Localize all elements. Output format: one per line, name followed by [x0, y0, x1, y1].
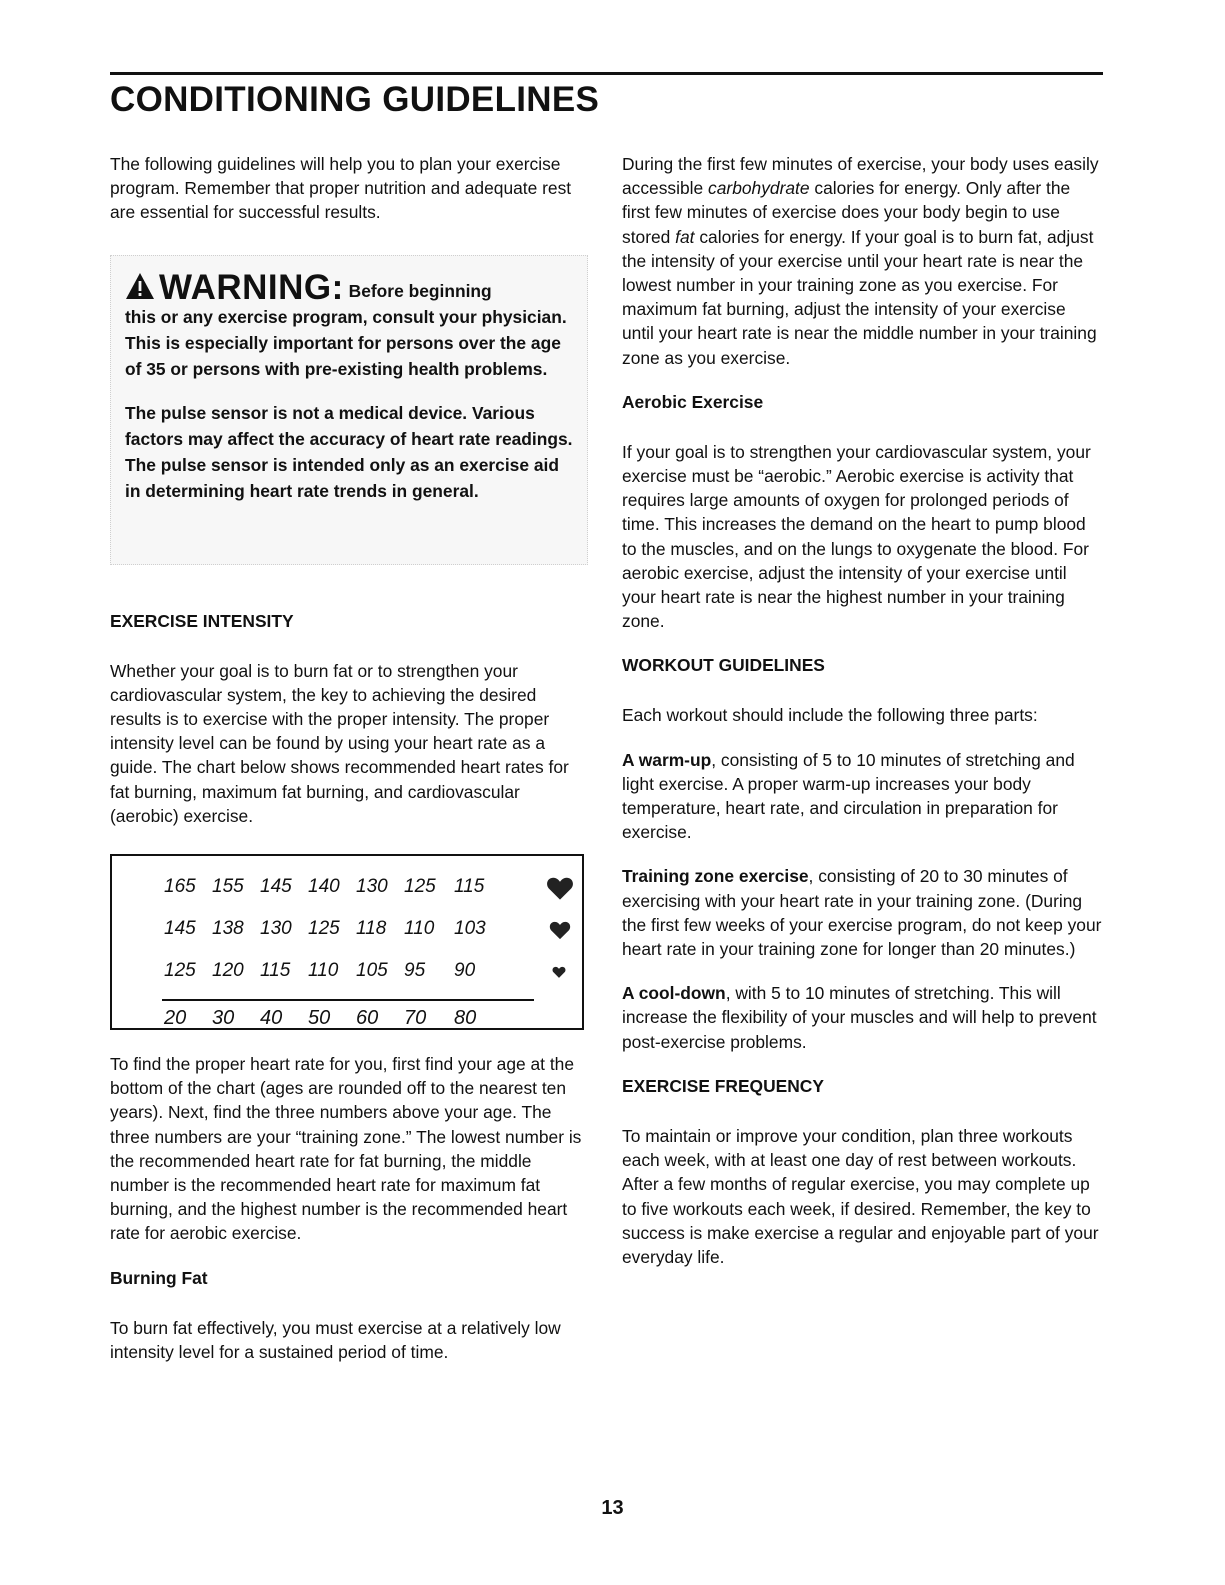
heart-rate-value: 105 [356, 960, 388, 982]
warning-box [110, 255, 588, 565]
burning-fat-text: To burn fat effectively, you must exercise at a relatively low intensity level for a sustained period of time. [110, 1317, 561, 1362]
energy-paragraph: During the first few minutes of exercise, your body uses easily accessible carbohydrate calories for energy. Only after the first few minutes of exercise does your body begin to use stored fat calories for energy. If your goal is to burn fat, adjust the intensity of your exercise until your heart rate is near the lowest number in your training zone as you exercise. For maximum fat burning, adjust the intensity of your exercise until your heart rate is near the middle number in your training zone as you exercise. [622, 154, 1099, 368]
training-zone-label: Training zone exercise [622, 866, 809, 887]
heart-rate-value: 103 [454, 918, 486, 940]
workout-intro-text: Each workout should include the following three parts: [622, 705, 1038, 726]
heart-medium-icon [549, 919, 571, 941]
heart-rate-value: 125 [404, 876, 436, 898]
warmup-label: A warm-up [622, 749, 712, 770]
burning-fat-heading: Burning Fat [110, 1267, 208, 1288]
heart-rate-value: 145 [164, 918, 196, 940]
heart-rate-value: 130 [260, 918, 292, 940]
title-rule [110, 72, 1103, 75]
heart-rate-value: 110 [404, 918, 435, 940]
heart-rate-value: 145 [260, 876, 292, 898]
heart-rate-chart [110, 854, 584, 1030]
page-title: CONDITIONING GUIDELINES [110, 80, 600, 119]
training-zone-paragraph: Training zone exercise, consisting of 20 to 30 minutes of exercising with your heart rate in your training zone. (During the first few weeks of your exercise program, do not keep your heart rate in your training zone for longer than 20 minutes.) [622, 866, 1102, 960]
heart-rate-value: 95 [404, 960, 426, 982]
exercise-intensity-text: Whether your goal is to burn fat or to strengthen your cardiovascular system, the key to achieving the desired results is to exercise with the proper intensity. The proper intensity level can be found by using your heart rate as a guide. The chart below shows recommended heart rates for fat burning, maximum fat burning, and cardiovascular (aerobic) exercise. [110, 660, 569, 826]
age-label: 30 [212, 1007, 235, 1030]
warning-lead: Before beginning [348, 280, 492, 301]
left-column [110, 152, 590, 1364]
workout-guidelines-heading: WORKOUT GUIDELINES [622, 655, 825, 676]
heart-rate-value: 120 [212, 960, 244, 982]
age-label: 40 [260, 1007, 283, 1030]
chart-explanation-text: To find the proper heart rate for you, first find your age at the bottom of the chart (ages are rounded off to the nearest ten years). Next, find the three numbers above your age. The three numbers are your “training zone.” The lowest number is the recommended heart rate for fat burning, the middle number is the recommended heart rate for maximum fat burning, and the highest number is the recommended heart rate for aerobic exercise. [110, 1054, 582, 1244]
chart-divider [162, 999, 534, 1001]
right-column [622, 152, 1102, 1269]
heart-rate-value: 165 [164, 876, 196, 898]
warning-label: WARNING: [159, 267, 344, 307]
warning-triangle-icon [125, 271, 155, 301]
warning-text-1: this or any exercise program, consult your physician. This is especially important for persons over the age of 35 or persons with pre-existing health problems. [125, 306, 567, 379]
age-label: 50 [308, 1007, 331, 1030]
heart-rate-value: 125 [308, 918, 340, 940]
intro-paragraph: The following guidelines will help you to plan your exercise program. Remember that proper nutrition and adequate rest are essential for successful results. [110, 154, 572, 223]
heart-large-icon [546, 874, 574, 902]
age-label: 80 [454, 1007, 477, 1030]
exercise-frequency-heading: EXERCISE FREQUENCY [622, 1075, 824, 1096]
page-number: 13 [601, 1497, 624, 1519]
exercise-frequency-text: To maintain or improve your condition, plan three workouts each week, with at least one day of rest between workouts. After a few months of regular exercise, you may complete up to five workouts each week, if desired. Remember, the key to success is make exercise a regular and enjoyable part of your everyday life. [622, 1125, 1099, 1267]
heart-rate-value: 115 [260, 960, 291, 982]
aerobic-exercise-text: If your goal is to strengthen your cardiovascular system, your exercise must be “aerobic.” Aerobic exercise is activity that requires large amounts of oxygen for prolonged periods of time. This increases the demand on the heart to pump blood to the muscles, and on the lungs to oxygenate the blood. For aerobic exercise, adjust the intensity of your exercise until your heart rate is near the highest number in your training zone. [622, 441, 1091, 632]
exercise-intensity-heading: EXERCISE INTENSITY [110, 610, 294, 631]
heart-rate-value: 115 [454, 876, 485, 898]
heart-rate-value: 138 [212, 918, 244, 940]
heart-rate-value: 118 [356, 918, 387, 940]
heart-rate-value: 90 [454, 960, 476, 982]
heart-rate-value: 110 [308, 960, 339, 982]
cooldown-paragraph: A cool-down, with 5 to 10 minutes of stretching. This will increase the flexibility of your muscles and will help to prevent post-exercise problems. [622, 983, 1097, 1052]
warning-text-2: The pulse sensor is not a medical device. Various factors may affect the accuracy of heart rate readings. The pulse sensor is intended only as an exercise aid in determining heart rate trends in general. [125, 402, 573, 501]
warmup-paragraph: A warm-up, consisting of 5 to 10 minutes of stretching and light exercise. A proper warm-up increases your body temperature, heart rate, and circulation in preparation for exercise. [622, 749, 1075, 843]
warning-heading [125, 267, 575, 307]
aerobic-exercise-heading: Aerobic Exercise [622, 391, 764, 412]
cooldown-label: A cool-down [622, 983, 726, 1004]
heart-rate-value: 140 [308, 876, 340, 898]
age-label: 60 [356, 1007, 379, 1030]
heart-rate-value: 130 [356, 876, 388, 898]
age-label: 20 [164, 1007, 187, 1030]
fat-emphasis: fat [675, 226, 695, 247]
carbohydrate-emphasis: carbohydrate [708, 178, 810, 199]
heart-small-icon [552, 965, 566, 979]
heart-rate-value: 125 [164, 960, 196, 982]
heart-rate-value: 155 [212, 876, 244, 898]
age-label: 70 [404, 1007, 427, 1030]
